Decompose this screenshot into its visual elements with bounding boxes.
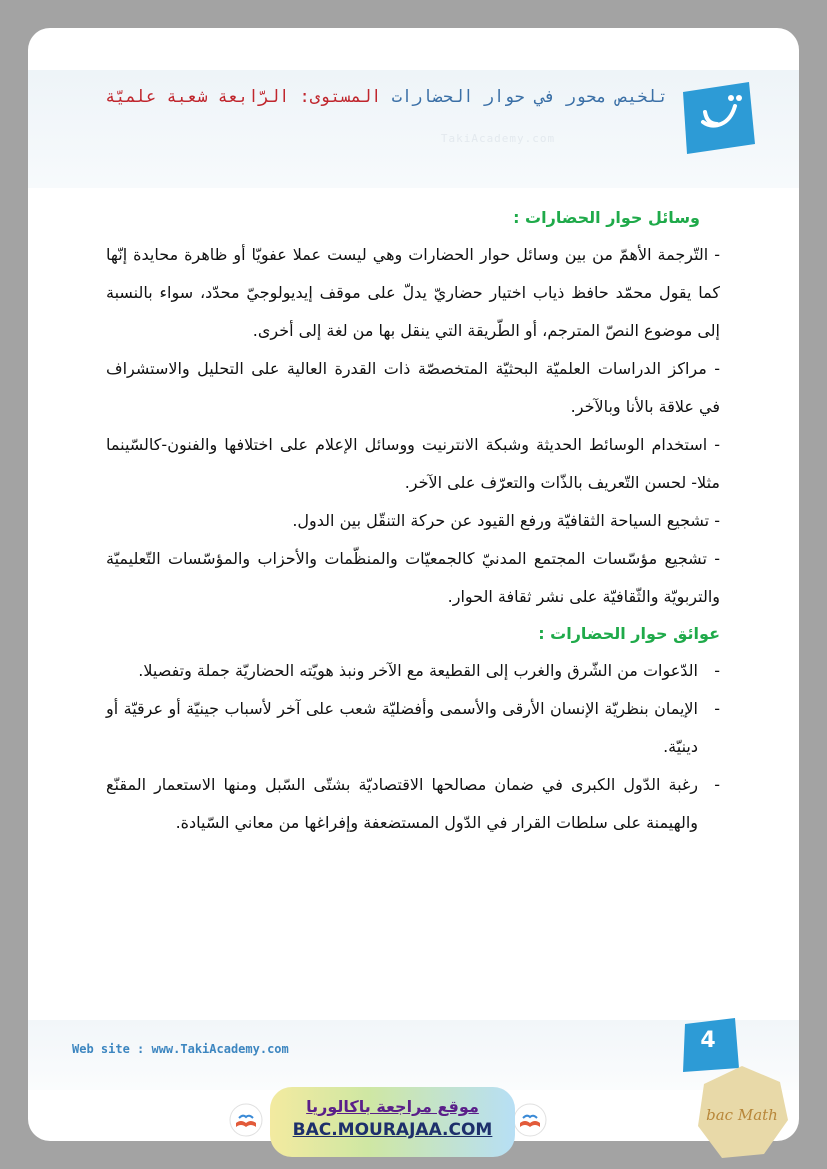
promo-title[interactable]: موقع مراجعة باكالوريا — [306, 1097, 479, 1116]
obstacles-list — [106, 652, 720, 842]
list-item-text: رغبة الدّول الكبرى في ضمان مصالحها الاقتصاديّة بشتّى السّبل ومنها الاستعمار المقنّع والهيمنة على سلطات القرار في الدّول المستضعفة وإفراغها من معاني السّيادة. — [106, 775, 698, 832]
promo-banner[interactable] — [270, 1087, 515, 1157]
bullet-dash: - — [714, 699, 720, 718]
title-level: المستوى: الرّابعة شعبة علميّة — [105, 87, 392, 107]
taki-academy-logo-icon — [683, 82, 755, 154]
paragraph: - التّرجمة الأهمّ من بين وسائل حوار الحضارات وهي ليست عملا عفويّا أو ظاهرة محايدة إنّها كما يقول محمّد حافظ ذياب اختيار حضاريّ يدلّ على موقف إيديولوجيّ محدّد، سواء بالنسبة إلى موضوع النصّ المترجم، أو الطّريقة التي ينقل بها من لغة إلى أخرى. — [106, 245, 720, 340]
section-title-obstacles: عوائق حوار الحضارات : — [538, 624, 720, 643]
list-item — [106, 766, 720, 842]
bullet-dash: - — [714, 775, 720, 794]
paragraph: - تشجيع مؤسّسات المجتمع المدنيّ كالجمعيّات والمنظّمات والأحزاب والمؤسّسات التّعليميّة والتربويّة والثّقافيّة على نشر ثقافة الحوار. — [106, 549, 720, 606]
list-item — [106, 652, 720, 690]
bac-math-logo-icon — [694, 1064, 790, 1160]
bullet-dash: - — [714, 661, 720, 680]
section-title-means: وسائل حوار الحضارات : — [513, 208, 700, 227]
page-title — [68, 86, 668, 108]
book-logo-icon — [513, 1103, 547, 1137]
website-link[interactable]: Web site : www.TakiAcademy.com — [72, 1042, 289, 1056]
paragraph: - استخدام الوسائط الحديثة وشبكة الانترنيت ووسائل الإعلام على اختلافها والفنون-كالسّينما مثلا- لحسن التّعريف بالذّات والتعرّف على الآخر. — [106, 435, 720, 492]
list-item — [106, 690, 720, 766]
page-number: 4 — [700, 1028, 716, 1053]
promo-url[interactable]: BAC.MOURAJAA.COM — [292, 1120, 493, 1140]
document-body — [106, 200, 720, 842]
title-subject: تلخيص محور في حوار الحضارات — [391, 87, 668, 107]
book-logo-icon — [229, 1103, 263, 1137]
bac-math-logo-text: bac Math — [706, 1106, 778, 1124]
paragraph: - مراكز الدراسات العلميّة البحثيّة المتخصصّة ذات القدرة العالية على التحليل والاستشراف في علاقة بالأنا وبالآخر. — [106, 359, 720, 416]
list-item-text: الدّعوات من الشّرق والغرب إلى القطيعة مع الآخر ونبذ هويّته الحضاريّة جملة وتفصيلا. — [138, 661, 698, 680]
watermark-text: TakiAcademy.com — [440, 132, 556, 145]
paragraph: - تشجيع السياحة الثقافيّة ورفع القيود عن حركة التنقّل بين الدول. — [292, 511, 720, 530]
list-item-text: الإيمان بنظريّة الإنسان الأرقى والأسمى وأفضليّة شعب على آخر لأسباب جينيّة أو عرقيّة أو دينيّة. — [106, 699, 698, 756]
document-page — [28, 28, 799, 1141]
